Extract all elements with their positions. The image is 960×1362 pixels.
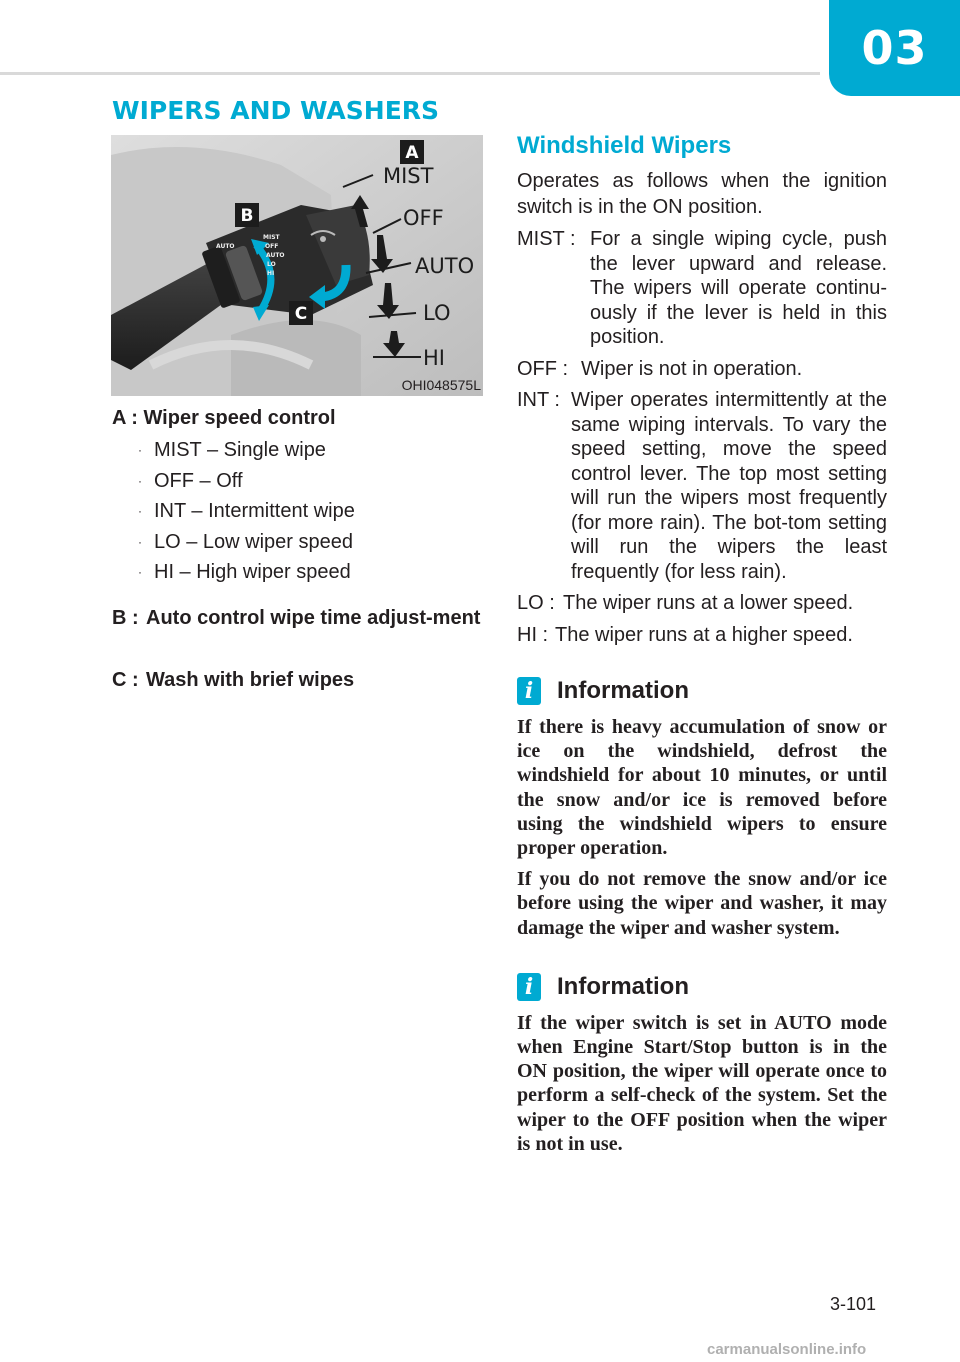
- info-header: [517, 674, 887, 708]
- page-number: 3-101: [830, 1294, 877, 1314]
- def-term: HI :: [517, 623, 554, 646]
- legend-c-letter: C :: [112, 668, 139, 691]
- info-paragraph: If the wiper switch is set in AUTO mode when Engine Start/Stop button is in the ON position, the wiper will operate once to perform a self-check of the system. Set the wiper to the OFF position when the wiper is not in use.: [517, 1011, 887, 1155]
- info-icon-glyph: i: [524, 973, 534, 1000]
- bullet-icon: ·: [138, 473, 142, 488]
- label-off: OFF: [403, 206, 444, 230]
- legend-b-letter: B :: [112, 606, 139, 629]
- windshield-intro: Operates as follows when the ignition switch is in the ON position.: [517, 170, 887, 218]
- def-text: The wiper runs at a higher speed.: [555, 623, 853, 646]
- legend-a-letter: A: [112, 407, 126, 429]
- speed-list: [138, 435, 482, 588]
- label-mist: MIST: [383, 164, 434, 188]
- list-item: [138, 527, 482, 558]
- header-rule: [0, 72, 820, 75]
- wiper-lever-illustration: [111, 135, 483, 396]
- speed-item-off: OFF – Off: [154, 469, 243, 492]
- info-paragraph: If you do not remove the snow and/or ice before using the wiper and washer, it may damage the wiper and washer system.: [517, 868, 887, 939]
- lever-mark-auto2: AUTO: [266, 252, 285, 259]
- lever-mark-hi: HI: [267, 270, 275, 277]
- list-item: [138, 557, 482, 588]
- wiper-lever-figure: [111, 135, 483, 396]
- list-item: [138, 496, 482, 527]
- info-title: Information: [557, 677, 689, 704]
- legend-a-text: : Wiper speed control: [131, 407, 336, 429]
- info-title: Information: [557, 972, 689, 1000]
- chapter-tab: [829, 0, 960, 96]
- def-int: [517, 388, 887, 584]
- lever-mark-mist: MIST: [263, 234, 280, 241]
- label-auto: AUTO: [415, 254, 475, 278]
- def-lo: [517, 591, 887, 616]
- chapter-number: 03: [861, 21, 928, 75]
- def-term: INT :: [517, 389, 566, 411]
- speed-item-int: INT – Intermittent wipe: [154, 500, 355, 522]
- list-item: [138, 466, 482, 497]
- callout-b: B: [240, 206, 254, 226]
- lever-mark-auto: AUTO: [216, 243, 235, 250]
- info-icon: [517, 973, 541, 1001]
- legend-a: [112, 404, 482, 432]
- speed-item-hi: HI – High wiper speed: [154, 561, 351, 583]
- speed-item-mist: MIST – Single wipe: [154, 439, 326, 461]
- bullet-icon: ·: [138, 534, 142, 549]
- bullet-icon: ·: [138, 443, 142, 457]
- info-icon: [517, 677, 541, 705]
- legend-b-text: Auto control wipe time adjust-ment: [146, 606, 481, 629]
- def-term: OFF :: [517, 357, 574, 380]
- legend-b: [112, 606, 482, 631]
- callout-c: C: [294, 304, 308, 324]
- info-paragraph: If there is heavy accumulation of snow or ice on the windshield, defrost the windshield for about 10 minutes, or until the snow and/or ice is removed before using the windshield wipers to ensure proper operation.: [517, 716, 887, 860]
- def-mist: [517, 227, 887, 350]
- speed-item-lo: LO – Low wiper speed: [154, 530, 354, 553]
- info-header: [517, 970, 887, 1004]
- def-term: LO :: [517, 592, 561, 614]
- def-hi: [517, 623, 887, 648]
- lever-mark-off: OFF: [265, 243, 279, 250]
- callout-a: A: [405, 143, 419, 163]
- information-box-1: [517, 674, 887, 940]
- list-item: [138, 435, 482, 466]
- figure-legend: [112, 404, 482, 693]
- info-icon-glyph: i: [524, 678, 534, 704]
- right-column: [517, 130, 887, 1156]
- def-text: Wiper operates intermittently at the same wiping intervals. To vary the speed setting, move the speed control lever. The top most setting will run the wipers most frequently (for more rain). The bot-tom setting will run the wipers the least frequently (for less rain).: [571, 389, 887, 583]
- legend-c: [112, 668, 482, 693]
- def-term: MIST :: [517, 228, 582, 250]
- windshield-wipers-title: Windshield Wipers: [517, 132, 732, 159]
- def-off: [517, 357, 887, 382]
- section-title: WIPERS AND WASHERS: [112, 96, 440, 125]
- label-hi: HI: [423, 346, 445, 370]
- bullet-icon: ·: [138, 565, 142, 579]
- def-text: Wiper is not in operation.: [581, 357, 803, 380]
- figure-caption: OHI048575L: [401, 377, 481, 393]
- information-box-2: [517, 970, 887, 1156]
- legend-c-text: Wash with brief wipes: [146, 668, 355, 691]
- def-text: The wiper runs at a lower speed.: [563, 592, 854, 614]
- watermark: carmanualsonline.info: [707, 1341, 867, 1358]
- def-text: For a single wiping cycle, push the lever upward and release. The wipers will operate continu-ously if the lever is held in this position.: [590, 228, 887, 348]
- label-lo: LO: [423, 301, 451, 325]
- bullet-icon: ·: [138, 504, 142, 518]
- lever-mark-lo: LO: [267, 261, 276, 268]
